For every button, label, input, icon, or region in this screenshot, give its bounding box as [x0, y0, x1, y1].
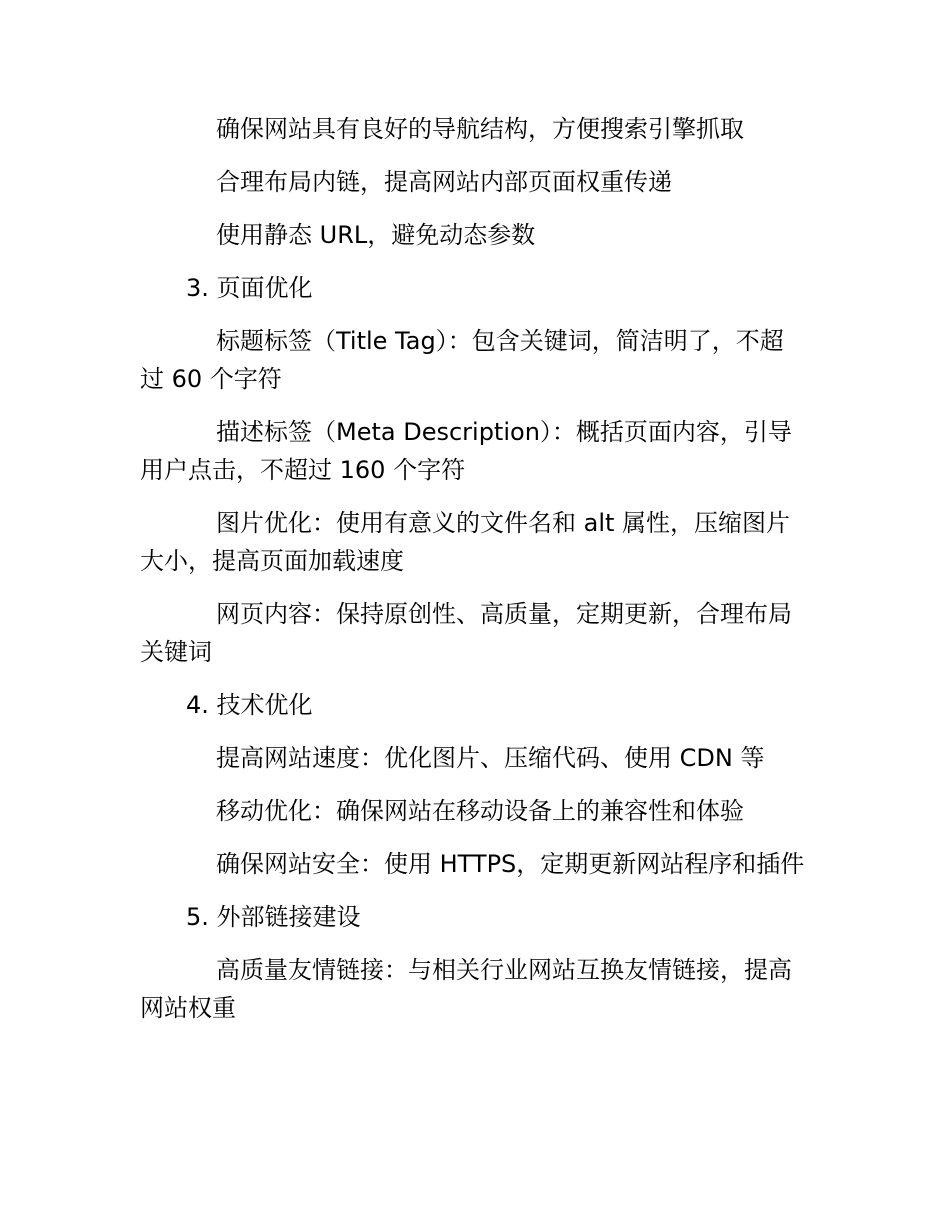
section-heading-page-optimization: 3. 页面优化 [186, 274, 313, 302]
paragraph-navigation: 确保网站具有良好的导航结构，方便搜索引擎抓取 [216, 115, 744, 143]
paragraph-site-security: 确保网站安全：使用 HTTPS，定期更新网站程序和插件 [216, 850, 805, 878]
paragraph-mobile-optimization: 移动优化：确保网站在移动设备上的兼容性和体验 [216, 797, 744, 825]
paragraph-site-speed: 提高网站速度：优化图片、压缩代码、使用 CDN 等 [216, 744, 765, 772]
paragraph-web-content: 网页内容：保持原创性、高质量，定期更新，合理布局关键词 [140, 600, 792, 666]
document-page [140, 110, 805, 1042]
paragraph-friend-links: 高质量友情链接：与相关行业网站互换友情链接，提高网站权重 [140, 956, 792, 1022]
paragraph-static-url: 使用静态 URL，避免动态参数 [216, 221, 536, 249]
section-heading-external-links: 5. 外部链接建设 [186, 903, 361, 931]
paragraph-image-optimization: 图片优化：使用有意义的文件名和 alt 属性，压缩图片大小，提高页面加载速度 [140, 509, 791, 575]
section-heading-technical-optimization: 4. 技术优化 [186, 691, 313, 719]
paragraph-title-tag: 标题标签（Title Tag）：包含关键词，简洁明了，不超过 60 个字符 [140, 327, 784, 393]
paragraph-meta-description: 描述标签（Meta Description）：概括页面内容，引导用户点击，不超过 160 个字符 [140, 418, 792, 484]
paragraph-internal-links: 合理布局内链，提高网站内部页面权重传递 [216, 168, 672, 196]
